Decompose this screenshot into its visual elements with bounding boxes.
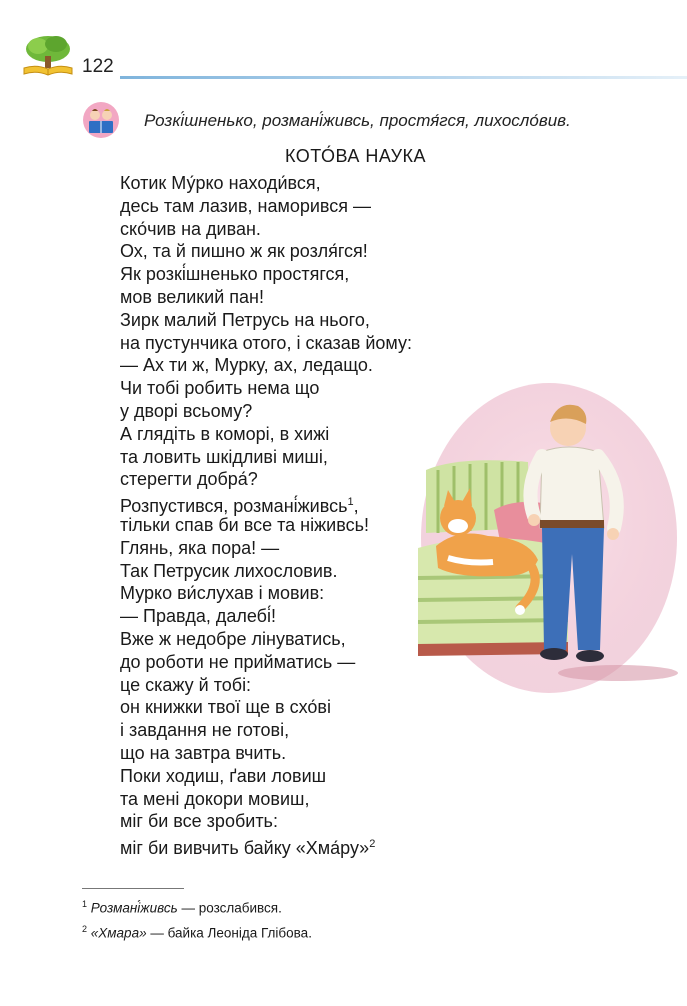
poem-line: десь там лазив, наморився —: [120, 195, 372, 216]
poem-line: Ох, та й пишно ж як розля́гся!: [120, 241, 368, 262]
footnote-divider: [82, 888, 184, 889]
poem-line: на пустунчика отого, і сказав йому:: [120, 332, 412, 353]
poem-line: Як розкі́шненько простягся,: [120, 264, 350, 285]
poem-line: — Ах ти ж, Мурку, ах, ледащо.: [120, 355, 373, 376]
poem-line: і завдання не готові,: [120, 720, 290, 741]
poem-line: Так Петрусик лихословив.: [120, 560, 338, 581]
poem-line: до роботи не прийматись —: [120, 651, 356, 672]
poem-title: КОТО́ВА НАУКА: [285, 146, 427, 166]
children-reading-icon: [82, 101, 120, 139]
footnote-1: [82, 894, 582, 919]
poem-line: Зирк малий Петрусь на нього,: [120, 309, 370, 330]
poem-line: ско́чив на диван.: [120, 218, 261, 239]
poem-line: у дворі всьому?: [120, 400, 253, 421]
page-header: [0, 0, 687, 90]
poem-line: міг би все зробить:: [120, 811, 278, 832]
poem-line: це скажу й тобі:: [120, 674, 252, 695]
poem-line: он книжки твої ще в схо́ві: [120, 697, 331, 718]
poem-line-text: міг би вивчить байку «Хма́ру»: [120, 838, 370, 859]
poem-line: Поки ходиш, ґави ловиш: [120, 765, 327, 786]
page-number: 122: [82, 56, 114, 77]
footnote-mark: 2: [369, 838, 376, 851]
header-divider: [120, 76, 687, 79]
poem-line: А глядіть в коморі, в хижі: [120, 423, 330, 444]
footnote-mark: 1: [82, 899, 88, 909]
footnote-definition: — байка Леоніда Глібова.: [146, 925, 312, 940]
poem-line: — Правда, далебі́!: [120, 606, 276, 627]
footnote-mark: 2: [82, 923, 88, 934]
poem-line: та ловить шкідливі миші,: [120, 446, 328, 467]
poem-line: Глянь, яка пора! —: [120, 537, 280, 558]
poem-line-text: Розпустився, розмані́живсь: [120, 496, 348, 517]
poem-line: Розпустився, розмані́живсь$^1$,: [120, 496, 359, 517]
poem-line: тільки спав би все та ніживсь!: [120, 514, 369, 535]
poem-line: Вже ж недобре лінуватись,: [120, 628, 346, 649]
tree-book-icon: [20, 34, 76, 78]
poem-line: що на завтра вчить.: [120, 742, 287, 763]
poem-line: стерегти добра́?: [120, 469, 258, 490]
poem-line: Котик Му́рко находи́вся,: [120, 173, 321, 193]
poem-line: [120, 833, 450, 859]
boy-and-cat-on-sofa-illustration: [418, 378, 680, 696]
footnote-term: Розмані́живсь: [90, 900, 178, 916]
poem-line: Чи тобі робить нема що: [120, 378, 320, 399]
poem-line: Мурко ви́слухав і мовив:: [120, 583, 325, 604]
footnote-term: «Хмара»: [90, 925, 147, 940]
vocabulary-words: Розкі́шненько, розмані́живсь, простя́гся, лихосло́вив.: [144, 111, 571, 130]
footnote-definition: — розслабився.: [177, 900, 282, 916]
footnote-mark: 1: [347, 496, 354, 509]
poem-body: [120, 172, 450, 859]
vocabulary-row: [82, 101, 672, 141]
footnote-2: [82, 919, 582, 944]
poem-line: мов великий пан!: [120, 286, 264, 307]
footnotes: [82, 894, 582, 943]
poem-line: та мені докори мовиш,: [120, 788, 310, 809]
